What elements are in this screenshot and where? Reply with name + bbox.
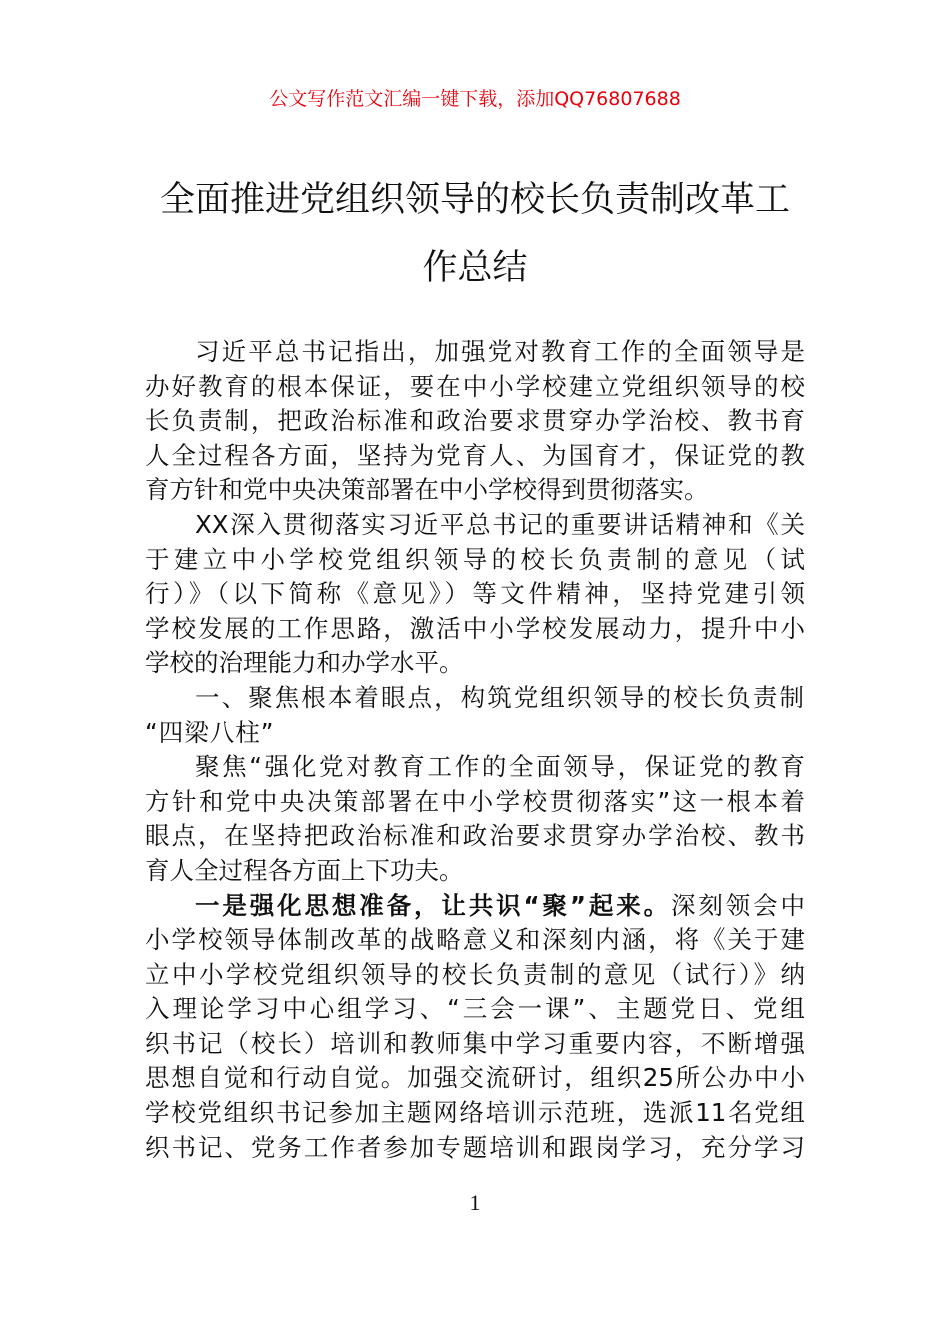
text-line: 入理论学习中心组学习、“三会一课”、主题党日、党组 bbox=[145, 994, 805, 1024]
text-line bbox=[145, 889, 805, 924]
text-line: 学校的治理能力和办学水平。 bbox=[145, 648, 464, 678]
document-body bbox=[145, 335, 805, 1165]
text-line: 育方针和党中央决策部署在中小学校得到贯彻落实。 bbox=[145, 475, 709, 505]
text-line: 长负责制，把政治标准和政治要求贯穿办学治校、教书育 bbox=[145, 406, 805, 436]
text-line: XX深入贯彻落实习近平总书记的重要讲话精神和《关 bbox=[195, 509, 805, 539]
text-line: 于建立中小学校党组织领导的校长负责制的意见（试 bbox=[145, 544, 805, 574]
text-line: 方针和党中央决策部署在中小学校贯彻落实”这一根本着 bbox=[145, 786, 805, 816]
text-line: 办好教育的根本保证，要在中小学校建立党组织领导的校 bbox=[145, 371, 805, 401]
document-title-line-2: 作总结 bbox=[422, 248, 528, 288]
section-heading bbox=[145, 681, 805, 750]
text-line: 学校发展的工作思路，激活中小学校发展动力，提升中小 bbox=[145, 613, 805, 643]
text-line: 学校党组织书记参加主题网络培训示范班，选派11名党组 bbox=[145, 1098, 805, 1128]
paragraph bbox=[145, 889, 805, 1166]
paragraph bbox=[145, 335, 805, 508]
text-line: 小学校领导体制改革的战略意义和深刻内涵，将《关于建 bbox=[145, 925, 805, 955]
text-line: 眼点，在坚持把政治标准和政治要求贯穿办学治校、教书 bbox=[145, 821, 805, 851]
bold-lead: 一是强化思想准备，让共识“聚”起来。 bbox=[195, 890, 671, 920]
document-title-line-1: 全面推进党组织领导的校长负责制改革工 bbox=[159, 180, 790, 220]
paragraph bbox=[145, 508, 805, 681]
text-line: 聚焦“强化党对教育工作的全面领导，保证党的教育 bbox=[195, 752, 805, 782]
text-line: “四梁八柱” bbox=[145, 717, 275, 747]
text-line: 织书记（校长）培训和教师集中学习重要内容，不断增强 bbox=[145, 1028, 805, 1058]
text-line: 思想自觉和行动自觉。加强交流研讨，组织25所公办中小 bbox=[145, 1063, 805, 1093]
paragraph bbox=[145, 750, 805, 888]
page-number: 1 bbox=[469, 1190, 481, 1215]
text-line: 习近平总书记指出，加强党对教育工作的全面领导是 bbox=[195, 337, 805, 366]
text-line: 一、聚焦根本着眼点，构筑党组织领导的校长负责制 bbox=[195, 682, 805, 712]
text-line: 立中小学校党组织领导的校长负责制的意见（试行）》纳 bbox=[145, 959, 805, 989]
download-banner: 公文写作范文汇编一键下载，添加QQ76807688 bbox=[269, 88, 681, 110]
text-line: 行）》（以下简称《意见》）等文件精神，坚持党建引领 bbox=[145, 579, 805, 609]
text-line: 人全过程各方面，坚持为党育人、为国育才，保证党的教 bbox=[145, 440, 805, 470]
text-line: 织书记、党务工作者参加专题培训和跟岗学习，充分学习 bbox=[145, 1132, 805, 1162]
text-span: 深刻领会中 bbox=[671, 890, 806, 920]
text-line: 育人全过程各方面上下功夫。 bbox=[145, 855, 464, 885]
